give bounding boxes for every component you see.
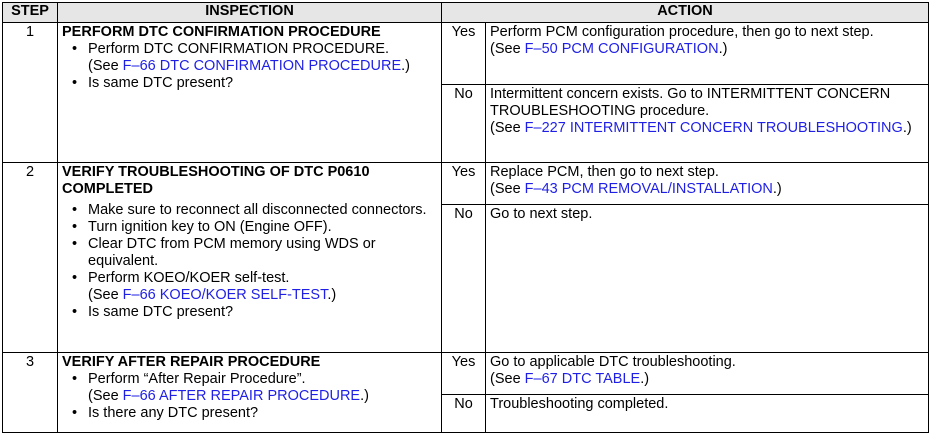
action-no: Intermittent concern exists. Go to INTERMITTENT CONCERN TROUBLESHOOTING procedure. (See F–227 INTERMITTENT CONCERN TROUBLESHOOTING.) bbox=[486, 85, 929, 163]
table-row bbox=[3, 23, 929, 85]
inspection-cell bbox=[58, 353, 442, 433]
reference: (See F–66 KOEO/KOER SELF-TEST.) bbox=[88, 287, 337, 303]
inspection-list bbox=[62, 202, 437, 321]
reference-link[interactable]: F–227 INTERMITTENT CONCERN TROUBLESHOOTING bbox=[524, 120, 903, 136]
table-row bbox=[3, 353, 929, 395]
step-number: 3 bbox=[3, 353, 58, 433]
troubleshooting-table bbox=[2, 2, 929, 433]
action-no: Go to next step. bbox=[486, 205, 929, 353]
yes-label: Yes bbox=[442, 163, 486, 205]
list-item: • Perform “After Repair Procedure”. (See F–66 AFTER REPAIR PROCEDURE.) bbox=[88, 371, 437, 405]
header-row bbox=[3, 3, 929, 23]
inspection-cell bbox=[58, 163, 442, 353]
reference-link[interactable]: F–43 PCM REMOVAL/INSTALLATION bbox=[524, 181, 773, 197]
reference: (See F–43 PCM REMOVAL/INSTALLATION.) bbox=[490, 181, 782, 197]
list-item: • Turn ignition key to ON (Engine OFF). bbox=[88, 219, 437, 236]
list-item: • Perform KOEO/KOER self-test. (See F–66 KOEO/KOER SELF-TEST.) bbox=[88, 270, 437, 304]
step-number: 1 bbox=[3, 23, 58, 163]
action-yes: Replace PCM, then go to next step. (See F–43 PCM REMOVAL/INSTALLATION.) bbox=[486, 163, 929, 205]
header-action: ACTION bbox=[442, 3, 929, 23]
yes-label: Yes bbox=[442, 23, 486, 85]
list-item: • Is there any DTC present? bbox=[88, 405, 437, 422]
step-title: PERFORM DTC CONFIRMATION PROCEDURE bbox=[62, 24, 381, 40]
no-label: No bbox=[442, 395, 486, 433]
action-yes: Go to applicable DTC troubleshooting. (See F–67 DTC TABLE.) bbox=[486, 353, 929, 395]
action-no: Troubleshooting completed. bbox=[486, 395, 929, 433]
list-item: • Perform DTC CONFIRMATION PROCEDURE. (See F–66 DTC CONFIRMATION PROCEDURE.) bbox=[88, 41, 437, 75]
reference-link[interactable]: F–66 KOEO/KOER SELF-TEST bbox=[122, 287, 328, 303]
reference-link[interactable]: F–50 PCM CONFIGURATION bbox=[524, 41, 719, 57]
list-item: • Clear DTC from PCM memory using WDS or equivalent. bbox=[88, 236, 437, 270]
step-title: VERIFY TROUBLESHOOTING OF DTC P0610 COMPLETED bbox=[62, 164, 370, 197]
inspection-list bbox=[62, 371, 437, 422]
no-label: No bbox=[442, 205, 486, 353]
table-row bbox=[3, 163, 929, 205]
list-item: • Is same DTC present? bbox=[88, 75, 437, 92]
header-step: STEP bbox=[3, 3, 58, 23]
inspection-list bbox=[62, 41, 437, 92]
reference-link[interactable]: F–66 AFTER REPAIR PROCEDURE bbox=[122, 388, 361, 404]
step-title: VERIFY AFTER REPAIR PROCEDURE bbox=[62, 354, 321, 370]
reference: (See F–67 DTC TABLE.) bbox=[490, 371, 650, 387]
list-item: • Is same DTC present? bbox=[88, 304, 437, 321]
step-number: 2 bbox=[3, 163, 58, 353]
list-item: • Make sure to reconnect all disconnected connectors. bbox=[88, 202, 437, 219]
reference-link[interactable]: F–67 DTC TABLE bbox=[524, 371, 641, 387]
yes-label: Yes bbox=[442, 353, 486, 395]
reference: (See F–50 PCM CONFIGURATION.) bbox=[490, 41, 728, 57]
reference-link[interactable]: F–66 DTC CONFIRMATION PROCEDURE bbox=[122, 58, 402, 74]
reference: (See F–66 DTC CONFIRMATION PROCEDURE.) bbox=[88, 58, 411, 74]
reference: (See F–66 AFTER REPAIR PROCEDURE.) bbox=[88, 388, 369, 404]
action-yes: Perform PCM configuration procedure, then go to next step. (See F–50 PCM CONFIGURATION.) bbox=[486, 23, 929, 85]
header-inspection: INSPECTION bbox=[58, 3, 442, 23]
reference: (See F–227 INTERMITTENT CONCERN TROUBLESHOOTING.) bbox=[490, 120, 912, 136]
inspection-cell bbox=[58, 23, 442, 163]
no-label: No bbox=[442, 85, 486, 163]
